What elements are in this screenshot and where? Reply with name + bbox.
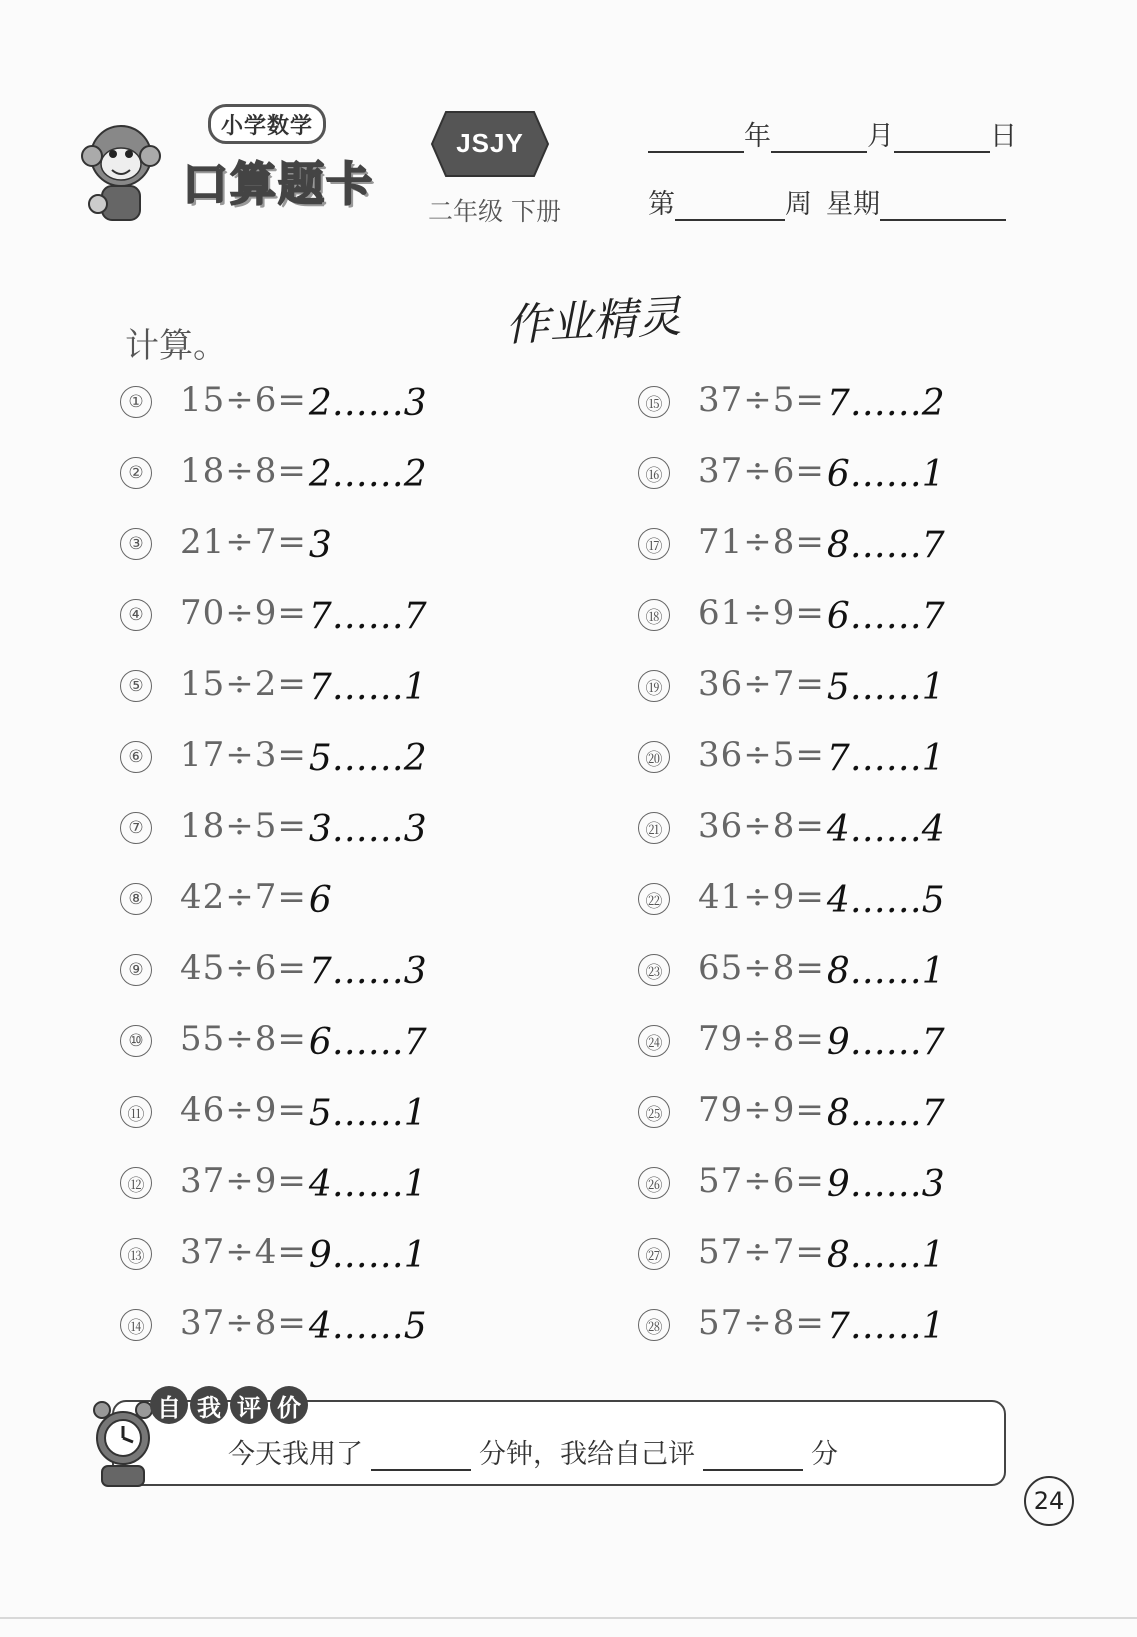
day-label: 日 [990,121,1017,152]
problem-expression: 18÷8= [180,451,307,491]
problem-row [120,1232,540,1303]
problem-row [638,1161,1058,1232]
handwritten-answer[interactable]: 5……2 [308,738,427,779]
problem-row [638,735,1058,806]
problem-row [120,1090,540,1161]
problems-column-left [120,380,540,1374]
week-line [648,182,1006,221]
problem-number: ㉗ [638,1238,670,1270]
monkey-mascot-icon [80,118,162,228]
handwritten-answer[interactable]: 9……3 [826,1164,945,1205]
problem-expression: 18÷5= [180,806,307,846]
problem-expression: 70÷9= [180,593,307,633]
series-label: 小学数学 [208,104,326,144]
problem-row [638,522,1058,593]
minutes-blank[interactable] [371,1445,471,1471]
problem-expression: 61÷9= [698,593,825,633]
date-line [648,114,1017,153]
problem-expression: 42÷7= [180,877,307,917]
eval-text-2: 分钟，我给自己评 [479,1439,695,1470]
problem-number: ⑩ [120,1025,152,1057]
problem-expression: 15÷6= [180,380,307,420]
problem-row [638,877,1058,948]
problem-row [638,593,1058,664]
handwritten-answer[interactable]: 4……4 [826,809,945,850]
eval-text-1: 今天我用了 [228,1439,363,1470]
problem-expression: 21÷7= [180,522,307,562]
handwritten-answer[interactable]: 5……1 [308,1093,427,1134]
eval-text-3: 分 [811,1439,838,1470]
handwritten-answer[interactable]: 6……1 [826,454,945,495]
problem-number: ⑪ [120,1096,152,1128]
problem-number: ③ [120,528,152,560]
problem-expression: 37÷5= [698,380,825,420]
week-number-blank[interactable] [675,195,785,221]
handwritten-answer[interactable]: 4……5 [308,1306,427,1347]
year-blank[interactable] [648,127,744,153]
problem-number: ㉔ [638,1025,670,1057]
problem-number: ⑱ [638,599,670,631]
problem-expression: 15÷2= [180,664,307,704]
self-eval-sentence [228,1432,838,1471]
week-label: 周 [785,189,812,220]
problem-row [120,806,540,877]
problem-number: ⑬ [120,1238,152,1270]
problem-number: ⑳ [638,741,670,773]
problem-number: ⑰ [638,528,670,560]
problem-number: ⑨ [120,954,152,986]
problem-expression: 36÷8= [698,806,825,846]
self-eval-title [150,1386,308,1428]
week-prefix-label: 第 [648,189,675,220]
problem-row [120,948,540,1019]
score-blank[interactable] [703,1445,803,1471]
problem-number: ㉘ [638,1309,670,1341]
handwritten-answer[interactable]: 3……3 [308,809,427,850]
problem-number: ㉖ [638,1167,670,1199]
handwritten-answer[interactable]: 6……7 [826,596,945,637]
handwritten-answer[interactable]: 7……3 [308,951,427,992]
problem-row [638,1232,1058,1303]
self-eval-char: 评 [230,1386,268,1424]
problem-number: ⑫ [120,1167,152,1199]
problem-expression: 17÷3= [180,735,307,775]
problem-number: ⑯ [638,457,670,489]
problem-expression: 46÷9= [180,1090,307,1130]
handwritten-answer[interactable]: 9……1 [308,1235,427,1276]
handwritten-answer[interactable]: 8……1 [826,951,945,992]
problem-row [120,664,540,735]
problems-column-right [638,380,1058,1374]
problem-row [638,451,1058,522]
problem-expression: 36÷5= [698,735,825,775]
page-number: 24 [1024,1476,1074,1526]
problem-row [120,522,540,593]
problem-expression: 45÷6= [180,948,307,988]
handwritten-answer[interactable]: 8……7 [826,1093,945,1134]
problem-number: ④ [120,599,152,631]
problem-row [120,593,540,664]
problem-row [638,1090,1058,1161]
month-blank[interactable] [771,127,867,153]
problem-expression: 37÷9= [180,1161,307,1201]
handwritten-answer[interactable]: 8……1 [826,1235,945,1276]
problem-row [120,380,540,451]
problem-number: ⑧ [120,883,152,915]
handwritten-answer[interactable]: 4……5 [826,880,945,921]
problem-expression: 37÷4= [180,1232,307,1272]
month-label: 月 [867,121,894,152]
problem-expression: 57÷6= [698,1161,825,1201]
problem-expression: 57÷8= [698,1303,825,1343]
weekday-blank[interactable] [880,195,1006,221]
problem-number: ㉓ [638,954,670,986]
problem-number: ⑲ [638,670,670,702]
handwritten-answer[interactable]: 4……1 [308,1164,427,1205]
self-eval-char: 自 [150,1386,188,1424]
self-eval-char: 我 [190,1386,228,1424]
instruction: 计算。 [125,326,227,366]
year-label: 年 [744,121,771,152]
problem-number: ⑥ [120,741,152,773]
problem-number: ⑤ [120,670,152,702]
problem-number: ㉒ [638,883,670,915]
book-title: 口算题卡 [182,157,374,211]
handwritten-answer[interactable]: 6……7 [308,1022,427,1063]
problem-row [638,948,1058,1019]
problem-row [120,877,540,948]
problem-row [120,1161,540,1232]
problem-expression: 36÷7= [698,664,825,704]
handwritten-answer[interactable]: 7……1 [826,1306,945,1347]
handwritten-answer[interactable]: 7……1 [826,738,945,779]
problem-expression: 79÷8= [698,1019,825,1059]
handwritten-answer[interactable]: 9……7 [826,1022,945,1063]
handwritten-answer[interactable]: 3 [308,525,332,566]
problem-row [638,664,1058,735]
problem-expression: 37÷8= [180,1303,307,1343]
handwritten-stamp: 作业精灵 [504,291,683,352]
problem-row [638,380,1058,451]
problem-expression: 55÷8= [180,1019,307,1059]
handwritten-answer[interactable]: 7……7 [308,596,427,637]
problem-number: ⑦ [120,812,152,844]
problem-row [120,451,540,522]
day-blank[interactable] [894,127,990,153]
weekday-label: 星期 [826,189,880,220]
scan-edge-line [0,1617,1137,1619]
handwritten-answer[interactable]: 7……1 [308,667,427,708]
grade-label: 二年级 下册 [428,197,561,226]
problem-number: ① [120,386,152,418]
problem-row [638,1303,1058,1374]
problem-expression: 37÷6= [698,451,825,491]
problem-number: ㉕ [638,1096,670,1128]
problem-row [120,1303,540,1374]
handwritten-answer[interactable]: 7……2 [826,383,945,424]
problem-number: ② [120,457,152,489]
problem-row [120,1019,540,1090]
handwritten-answer[interactable]: 2……3 [308,383,427,424]
problem-row [120,735,540,806]
problem-expression: 41÷9= [698,877,825,917]
problem-expression: 71÷8= [698,522,825,562]
self-eval-char: 价 [270,1386,308,1424]
handwritten-answer[interactable]: 2……2 [308,454,427,495]
alarm-clock-icon [88,1388,158,1492]
problem-number: ㉑ [638,812,670,844]
problem-row [638,806,1058,877]
problem-number: ⑭ [120,1309,152,1341]
handwritten-answer[interactable]: 5……1 [826,667,945,708]
handwritten-answer[interactable]: 6 [308,880,332,921]
problem-expression: 57÷7= [698,1232,825,1272]
handwritten-answer[interactable]: 8……7 [826,525,945,566]
problem-expression: 65÷8= [698,948,825,988]
badge-label: JSJY [456,128,524,158]
problem-number: ⑮ [638,386,670,418]
problem-expression: 79÷9= [698,1090,825,1130]
problem-row [638,1019,1058,1090]
